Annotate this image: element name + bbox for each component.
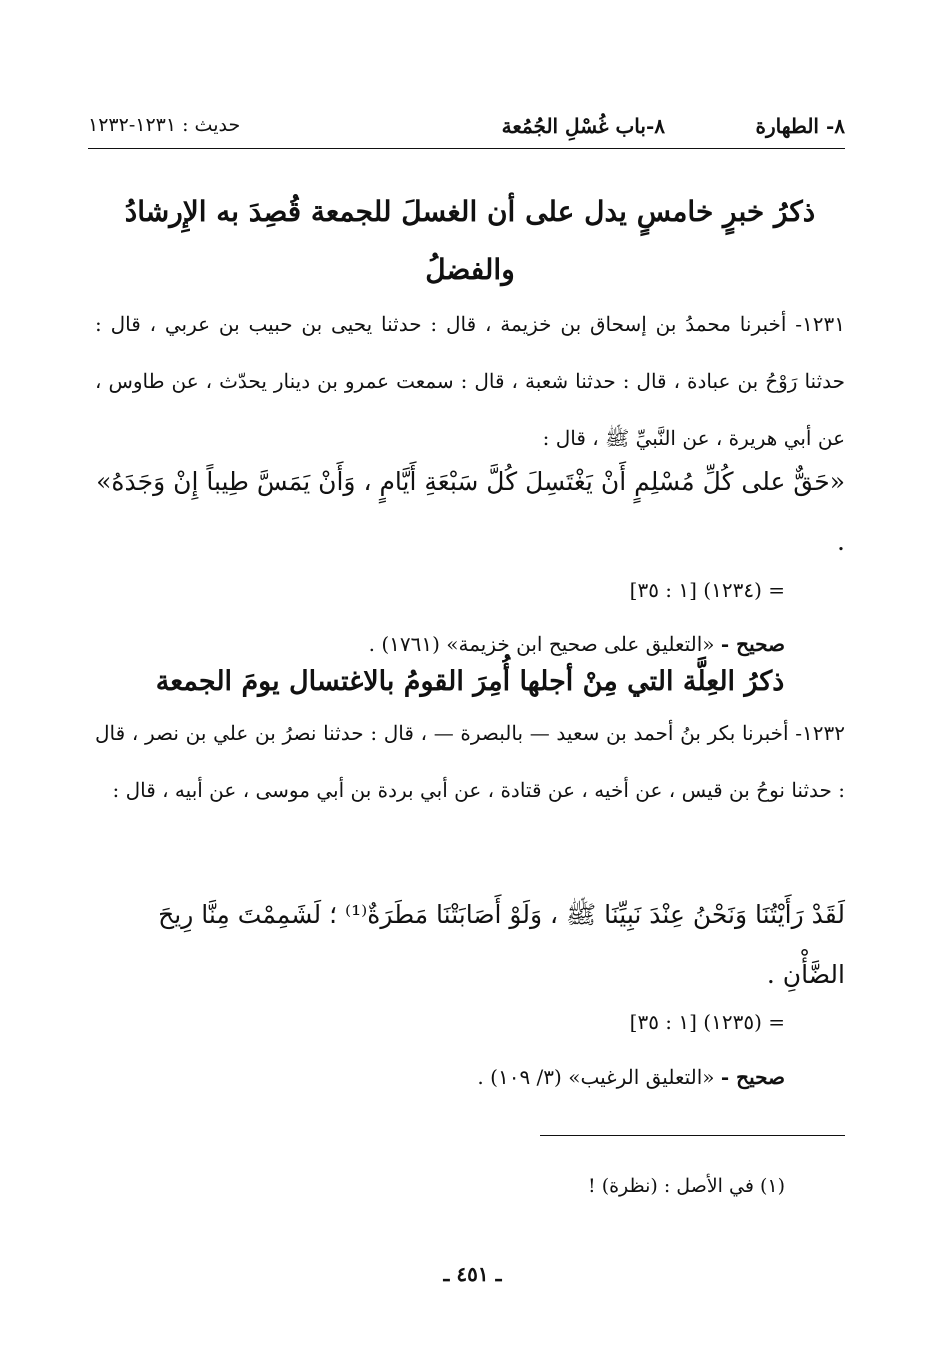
section1-grading-source: «التعليق على صحيح ابن خزيمة» (١٧٦١) . — [368, 632, 715, 656]
running-header — [88, 108, 845, 149]
header-hadith-range: حديث : ١٢٣١-١٢٣٢ — [88, 114, 241, 136]
footnote: (١) في الأصل : (نظرة) ! — [588, 1175, 785, 1197]
section2-grading — [477, 1065, 785, 1089]
section1-grading-label: صحيح - — [720, 632, 785, 656]
section2-heading: ذكرُ العِلَّة التي مِنْ أجلها أُمِرَ القومُ بالاغتسال يومَ الجمعة — [155, 666, 785, 697]
page-number: ـ ٤٥١ ـ — [443, 1262, 502, 1286]
section2-matn: لَقَدْ رَأَيْتُنَا وَنَحْنُ عِنْدَ نَبِيِّنَا ﷺ ، وَلَوْ أَصَابَتْنَا مَطَرَةٌ⁽¹⁾ ؛ لَشَمِمْتَ مِنَّا رِيحَ الضَّأْنِ . — [158, 900, 845, 989]
section2-isnad: ١٢٣٢- أخبرنا بكر بنُ أحمد بن سعيد — بالبصرة — ، قال : حدثنا نصرُ بن علي بن نصر ، قال : حدثنا نوحُ بن قيس ، عن أخيه ، عن قتادة ، عن أبي بردة بن أبي موسى ، عن أبيه ، قال : — [95, 721, 845, 802]
section2-grading-label: صحيح - — [720, 1065, 785, 1089]
section2-reference: = (١٢٣٥) [١ : ٣٥] — [629, 1010, 785, 1034]
footnote-divider — [540, 1135, 845, 1136]
section1-matn: «حَقٌّ على كُلِّ مُسْلِمٍ أَنْ يَغْتَسِلَ كُلَّ سَبْعَةِ أَيَّامٍ ، وَأَنْ يَمَسَّ طِيباً إِنْ وَجَدَهُ» . — [96, 467, 845, 556]
section1-grading — [369, 632, 785, 656]
section1-reference: = (١٢٣٤) [١ : ٣٥] — [629, 578, 785, 602]
header-book-title: ٨- الطهارة — [755, 114, 845, 138]
section1-heading: ذكرُ خبرٍ خامسٍ يدل على أن الغسلَ للجمعة قُصِدَ به الإِرشادُ والفضلُ — [124, 195, 816, 286]
header-chapter-title: ٨-باب غُسْلِ الجُمُعة — [501, 114, 665, 138]
section2-grading-source: «التعليق الرغيب» (٣/ ١٠٩) . — [477, 1065, 715, 1089]
section1-isnad: ١٢٣١- أخبرنا محمدُ بن إسحاق بن خزيمة ، قال : حدثنا يحيى بن حبيب بن عربي ، قال : حدثنا رَوْحُ بن عبادة ، قال : حدثنا شعبة ، قال : سمعت عمرو بن دينار يحدّث ، عن طاوس ، عن أبي هريرة ، عن النَّبيِّ ﷺ ، قال : — [95, 312, 845, 450]
